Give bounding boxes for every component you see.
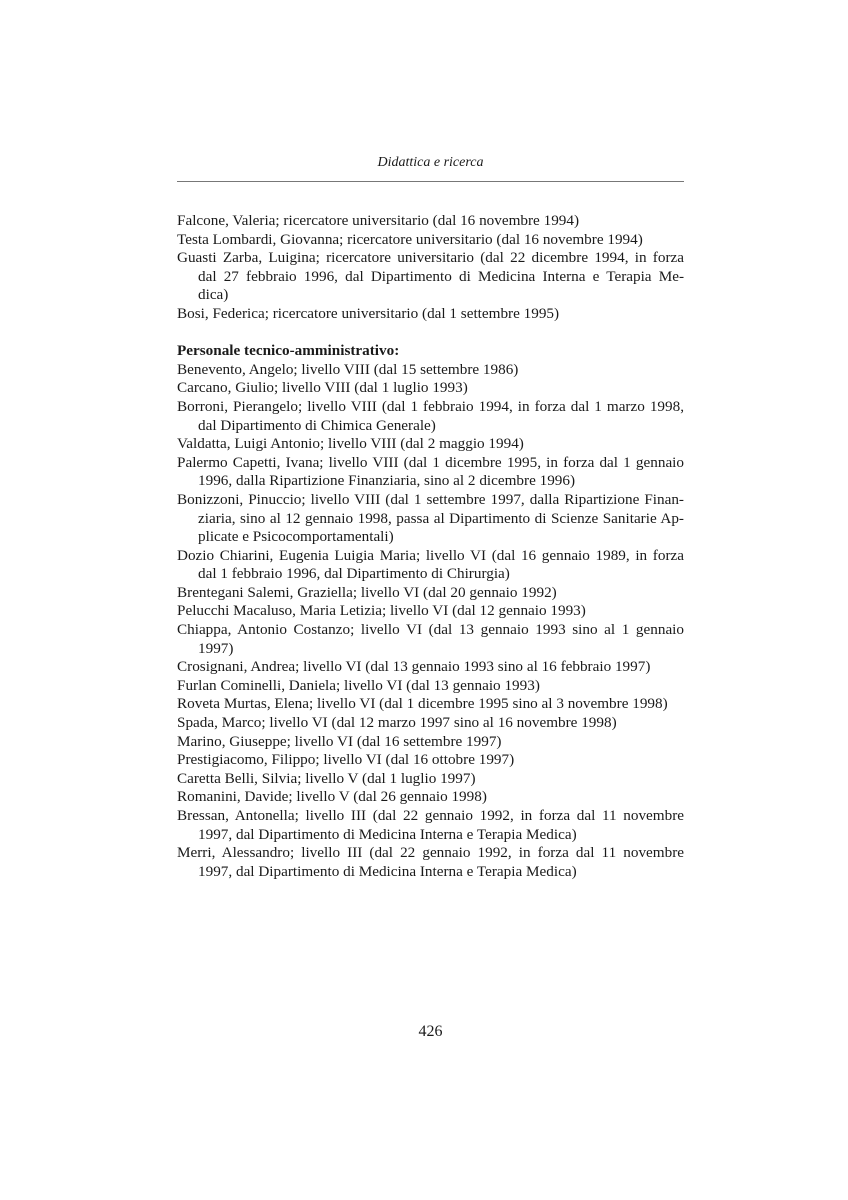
list-item <box>177 491 684 547</box>
list-item <box>177 695 684 714</box>
entry-line: Pelucchi Macaluso, Maria Letizia; livello VI (dal 12 gennaio 1993) <box>177 602 586 620</box>
entry-line: Prestigiacomo, Filippo; livello VI (dal 16 ottobre 1997) <box>177 751 515 769</box>
entry-line: Palermo Capetti, Ivana; livello VIII (dal 1 dicembre 1995, in forza dal 1 gennaio <box>177 453 684 471</box>
list-item <box>177 305 684 324</box>
entry-line: Furlan Cominelli, Daniela; livello VI (dal 13 gennaio 1993) <box>177 676 540 694</box>
list-item <box>177 212 684 231</box>
list-item <box>177 788 684 807</box>
entry-line: Testa Lombardi, Giovanna; ricercatore universitario (dal 16 novembre 1994) <box>177 230 643 248</box>
entry-line: Guasti Zarba, Luigina; ricercatore universitario (dal 22 dicembre 1994, in forza <box>177 249 684 267</box>
list-item <box>177 454 684 491</box>
entry-line: Merri, Alessandro; livello III (dal 22 gennaio 1992, in forza dal 11 novembre <box>177 844 684 862</box>
list-item <box>177 677 684 696</box>
entry-line: Carcano, Giulio; livello VIII (dal 1 luglio 1993) <box>177 379 468 397</box>
list-item <box>177 807 684 844</box>
entry-line: Chiappa, Antonio Costanzo; livello VI (dal 13 gennaio 1993 sino al 1 gennaio <box>177 621 684 639</box>
entry-line: Marino, Giuseppe; livello VI (dal 16 settembre 1997) <box>177 732 502 750</box>
entry-line: Roveta Murtas, Elena; livello VI (dal 1 dicembre 1995 sino al 3 novembre 1998) <box>177 695 668 713</box>
entry-line: 1997) <box>198 639 234 657</box>
list-item <box>177 547 684 584</box>
entry-line: dica) <box>198 286 229 304</box>
section-heading: Personale tecnico-amministrativo: <box>177 342 400 360</box>
entry-line: Borroni, Pierangelo; livello VIII (dal 1 febbraio 1994, in forza dal 1 marzo 1998, <box>177 397 684 415</box>
page-number: 426 <box>418 1023 443 1040</box>
list-item <box>177 584 684 603</box>
list-item <box>177 231 684 250</box>
header-rule <box>177 181 684 182</box>
entry-line: 1997, dal Dipartimento di Medicina Interna e Terapia Medica) <box>198 825 577 843</box>
list-item <box>177 714 684 733</box>
entry-line: Brentegani Salemi, Graziella; livello VI (dal 20 gennaio 1992) <box>177 583 557 601</box>
entry-line: dal 27 febbraio 1996, dal Dipartimento di Medicina Interna e Terapia Me- <box>198 267 684 285</box>
entry-line: Crosignani, Andrea; livello VI (dal 13 gennaio 1993 sino al 16 febbraio 1997) <box>177 658 651 676</box>
list-item <box>177 435 684 454</box>
entry-line: Spada, Marco; livello VI (dal 12 marzo 1997 sino al 16 novembre 1998) <box>177 714 617 732</box>
list-item <box>177 733 684 752</box>
running-header: Didattica e ricerca <box>377 155 484 170</box>
entry-line: dal 1 febbraio 1996, dal Dipartimento di Chirurgia) <box>198 565 510 583</box>
list-item <box>177 398 684 435</box>
entry-line: Bosi, Federica; ricercatore universitario (dal 1 settembre 1995) <box>177 304 560 322</box>
entry-line: Bressan, Antonella; livello III (dal 22 gennaio 1992, in forza dal 11 novembre <box>177 807 684 824</box>
staff-list <box>177 361 684 882</box>
list-item <box>177 249 684 305</box>
faculty-list <box>177 212 684 324</box>
entry-line: Romanini, Davide; livello V (dal 26 gennaio 1998) <box>177 788 487 806</box>
list-item <box>177 658 684 677</box>
entry-line: plicate e Psicocomportamentali) <box>198 528 394 546</box>
entry-line: 1997, dal Dipartimento di Medicina Interna e Terapia Medica) <box>198 862 577 880</box>
entry-line: 1996, dalla Ripartizione Finanziaria, sino al 2 dicembre 1996) <box>198 472 576 490</box>
list-item <box>177 621 684 658</box>
list-item <box>177 770 684 789</box>
list-item <box>177 361 684 380</box>
entry-line: dal Dipartimento di Chimica Generale) <box>198 416 436 434</box>
list-item <box>177 379 684 398</box>
list-item <box>177 844 684 881</box>
list-item <box>177 602 684 621</box>
entry-line: ziaria, sino al 12 gennaio 1998, passa al Dipartimento di Scienze Sanitarie Ap- <box>198 509 684 527</box>
entry-line: Valdatta, Luigi Antonio; livello VIII (dal 2 maggio 1994) <box>177 435 524 453</box>
page-body <box>177 212 684 881</box>
entry-line: Caretta Belli, Silvia; livello V (dal 1 luglio 1997) <box>177 769 476 787</box>
list-item <box>177 751 684 770</box>
entry-line: Falcone, Valeria; ricercatore universitario (dal 16 novembre 1994) <box>177 212 580 229</box>
entry-line: Bonizzoni, Pinuccio; livello VIII (dal 1 settembre 1997, dalla Ripartizione Finan- <box>177 490 684 508</box>
entry-line: Dozio Chiarini, Eugenia Luigia Maria; livello VI (dal 16 gennaio 1989, in forza <box>177 546 684 564</box>
entry-line: Benevento, Angelo; livello VIII (dal 15 settembre 1986) <box>177 360 519 378</box>
